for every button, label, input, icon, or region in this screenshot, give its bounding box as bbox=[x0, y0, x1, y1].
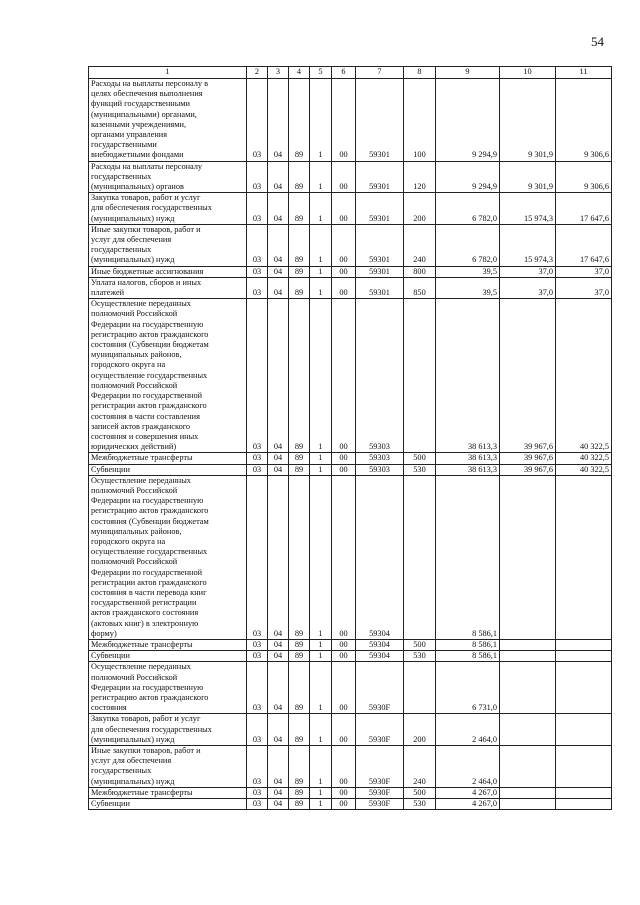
row-name-cell: Расходы на выплаты персоналу в целях обеспечения выполнения функций государственными (муниципальными) органами, казенными учреждениями, органами управления государственными внебюджетными фондами bbox=[89, 79, 247, 162]
cell-col-4: 89 bbox=[289, 193, 310, 225]
row-name-cell: Иные бюджетные ассигнования bbox=[89, 266, 247, 277]
cell-col-7: 5930F bbox=[356, 746, 404, 788]
cell-col-9: 6 782,0 bbox=[436, 224, 500, 266]
table-row bbox=[89, 453, 612, 464]
table-row bbox=[89, 799, 612, 810]
cell-col-5: 1 bbox=[310, 787, 332, 798]
cell-col-3: 04 bbox=[268, 639, 289, 650]
cell-col-7: 5930F bbox=[356, 799, 404, 810]
cell-col-7: 59303 bbox=[356, 299, 404, 453]
row-name-cell: Межбюджетные трансферты bbox=[89, 639, 247, 650]
cell-col-8: 500 bbox=[404, 453, 436, 464]
cell-col-6: 00 bbox=[332, 266, 356, 277]
cell-col-10: 15 974,3 bbox=[500, 224, 556, 266]
cell-col-11: 9 306,6 bbox=[556, 161, 612, 193]
cell-col-5: 1 bbox=[310, 277, 332, 298]
cell-col-6: 00 bbox=[332, 277, 356, 298]
cell-col-6: 00 bbox=[332, 651, 356, 662]
cell-col-4: 89 bbox=[289, 453, 310, 464]
cell-col-2: 03 bbox=[247, 277, 268, 298]
cell-col-7: 59301 bbox=[356, 161, 404, 193]
cell-col-2: 03 bbox=[247, 799, 268, 810]
cell-col-7: 59304 bbox=[356, 475, 404, 639]
cell-col-9: 8 586,1 bbox=[436, 639, 500, 650]
cell-col-5: 1 bbox=[310, 799, 332, 810]
cell-col-9: 4 267,0 bbox=[436, 787, 500, 798]
table-row bbox=[89, 277, 612, 298]
cell-col-8: 850 bbox=[404, 277, 436, 298]
table-row bbox=[89, 651, 612, 662]
cell-col-3: 04 bbox=[268, 662, 289, 714]
cell-col-9: 39,5 bbox=[436, 266, 500, 277]
cell-col-7: 5930F bbox=[356, 714, 404, 746]
cell-col-7: 59301 bbox=[356, 193, 404, 225]
cell-col-6: 00 bbox=[332, 746, 356, 788]
table-row bbox=[89, 714, 612, 746]
cell-col-10: 15 974,3 bbox=[500, 193, 556, 225]
cell-col-11: 40 322,5 bbox=[556, 464, 612, 475]
cell-col-4: 89 bbox=[289, 79, 310, 162]
column-header: 7 bbox=[356, 67, 404, 79]
cell-col-6: 00 bbox=[332, 193, 356, 225]
row-name-cell: Иные закупки товаров, работ и услуг для обеспечения государственных (муниципальных) нужд bbox=[89, 224, 247, 266]
cell-col-7: 59301 bbox=[356, 224, 404, 266]
cell-col-2: 03 bbox=[247, 662, 268, 714]
cell-col-6: 00 bbox=[332, 714, 356, 746]
cell-col-2: 03 bbox=[247, 787, 268, 798]
cell-col-5: 1 bbox=[310, 79, 332, 162]
cell-col-5: 1 bbox=[310, 453, 332, 464]
cell-col-3: 04 bbox=[268, 193, 289, 225]
cell-col-3: 04 bbox=[268, 266, 289, 277]
cell-col-11 bbox=[556, 714, 612, 746]
column-header: 3 bbox=[268, 67, 289, 79]
cell-col-9: 6 731,0 bbox=[436, 662, 500, 714]
table-row bbox=[89, 662, 612, 714]
cell-col-2: 03 bbox=[247, 464, 268, 475]
cell-col-3: 04 bbox=[268, 464, 289, 475]
cell-col-10: 39 967,6 bbox=[500, 453, 556, 464]
cell-col-10 bbox=[500, 639, 556, 650]
cell-col-7: 59303 bbox=[356, 464, 404, 475]
cell-col-8: 240 bbox=[404, 224, 436, 266]
table-row bbox=[89, 787, 612, 798]
cell-col-6: 00 bbox=[332, 787, 356, 798]
cell-col-11: 40 322,5 bbox=[556, 453, 612, 464]
cell-col-8 bbox=[404, 299, 436, 453]
cell-col-7: 59304 bbox=[356, 651, 404, 662]
cell-col-5: 1 bbox=[310, 161, 332, 193]
table-row bbox=[89, 746, 612, 788]
cell-col-9: 2 464,0 bbox=[436, 746, 500, 788]
cell-col-7: 59304 bbox=[356, 639, 404, 650]
cell-col-5: 1 bbox=[310, 662, 332, 714]
cell-col-10 bbox=[500, 787, 556, 798]
cell-col-9: 38 613,3 bbox=[436, 464, 500, 475]
cell-col-3: 04 bbox=[268, 651, 289, 662]
cell-col-3: 04 bbox=[268, 299, 289, 453]
cell-col-9: 9 294,9 bbox=[436, 79, 500, 162]
row-name-cell: Осуществление переданных полномочий Российской Федерации на государственную регистрацию актов гражданского состояния (Субвенции бюджетам муниципальных районов, городского округа на осуществление государственных полномочий Российской Федерации по государственной регистрации актов гражданского состояния в части составления записей актов гражданского состояния и совершения иных юридических действий) bbox=[89, 299, 247, 453]
budget-table bbox=[88, 66, 612, 810]
cell-col-8: 530 bbox=[404, 651, 436, 662]
cell-col-9: 9 294,9 bbox=[436, 161, 500, 193]
cell-col-3: 04 bbox=[268, 746, 289, 788]
cell-col-5: 1 bbox=[310, 224, 332, 266]
row-name-cell: Закупка товаров, работ и услуг для обеспечения государственных (муниципальных) нужд bbox=[89, 714, 247, 746]
cell-col-4: 89 bbox=[289, 714, 310, 746]
cell-col-4: 89 bbox=[289, 639, 310, 650]
cell-col-3: 04 bbox=[268, 714, 289, 746]
cell-col-2: 03 bbox=[247, 193, 268, 225]
cell-col-6: 00 bbox=[332, 161, 356, 193]
table-row bbox=[89, 475, 612, 639]
cell-col-2: 03 bbox=[247, 224, 268, 266]
cell-col-5: 1 bbox=[310, 193, 332, 225]
cell-col-3: 04 bbox=[268, 79, 289, 162]
cell-col-6: 00 bbox=[332, 639, 356, 650]
table-row bbox=[89, 224, 612, 266]
cell-col-8: 800 bbox=[404, 266, 436, 277]
cell-col-8: 200 bbox=[404, 714, 436, 746]
column-header: 2 bbox=[247, 67, 268, 79]
cell-col-6: 00 bbox=[332, 224, 356, 266]
table-row bbox=[89, 193, 612, 225]
column-header: 8 bbox=[404, 67, 436, 79]
cell-col-5: 1 bbox=[310, 746, 332, 788]
cell-col-5: 1 bbox=[310, 651, 332, 662]
table-row bbox=[89, 299, 612, 453]
row-name-cell: Межбюджетные трансферты bbox=[89, 453, 247, 464]
cell-col-11 bbox=[556, 787, 612, 798]
cell-col-11: 17 647,6 bbox=[556, 224, 612, 266]
cell-col-4: 89 bbox=[289, 277, 310, 298]
cell-col-11 bbox=[556, 662, 612, 714]
cell-col-6: 00 bbox=[332, 475, 356, 639]
cell-col-11: 40 322,5 bbox=[556, 299, 612, 453]
cell-col-3: 04 bbox=[268, 161, 289, 193]
row-name-cell: Субвенции bbox=[89, 464, 247, 475]
cell-col-6: 00 bbox=[332, 79, 356, 162]
cell-col-5: 1 bbox=[310, 475, 332, 639]
cell-col-4: 89 bbox=[289, 224, 310, 266]
table-row bbox=[89, 266, 612, 277]
column-header: 11 bbox=[556, 67, 612, 79]
row-name-cell: Уплата налогов, сборов и иных платежей bbox=[89, 277, 247, 298]
cell-col-4: 89 bbox=[289, 161, 310, 193]
cell-col-2: 03 bbox=[247, 651, 268, 662]
cell-col-5: 1 bbox=[310, 639, 332, 650]
column-header: 1 bbox=[89, 67, 247, 79]
row-name-cell: Осуществление переданных полномочий Российской Федерации на государственную регистрацию актов гражданского состояния bbox=[89, 662, 247, 714]
cell-col-5: 1 bbox=[310, 299, 332, 453]
cell-col-9: 8 586,1 bbox=[436, 651, 500, 662]
cell-col-2: 03 bbox=[247, 639, 268, 650]
cell-col-11 bbox=[556, 475, 612, 639]
cell-col-10 bbox=[500, 662, 556, 714]
table-row bbox=[89, 639, 612, 650]
cell-col-9: 8 586,1 bbox=[436, 475, 500, 639]
cell-col-11: 9 306,6 bbox=[556, 79, 612, 162]
cell-col-8: 200 bbox=[404, 193, 436, 225]
cell-col-10: 37,0 bbox=[500, 266, 556, 277]
cell-col-4: 89 bbox=[289, 799, 310, 810]
cell-col-4: 89 bbox=[289, 299, 310, 453]
cell-col-8: 120 bbox=[404, 161, 436, 193]
cell-col-10 bbox=[500, 475, 556, 639]
column-header: 6 bbox=[332, 67, 356, 79]
cell-col-5: 1 bbox=[310, 266, 332, 277]
cell-col-8: 500 bbox=[404, 639, 436, 650]
cell-col-6: 00 bbox=[332, 799, 356, 810]
cell-col-4: 89 bbox=[289, 662, 310, 714]
header-row bbox=[89, 67, 612, 79]
cell-col-8: 240 bbox=[404, 746, 436, 788]
cell-col-10 bbox=[500, 746, 556, 788]
cell-col-11: 17 647,6 bbox=[556, 193, 612, 225]
cell-col-5: 1 bbox=[310, 464, 332, 475]
cell-col-3: 04 bbox=[268, 224, 289, 266]
cell-col-7: 59301 bbox=[356, 277, 404, 298]
cell-col-4: 89 bbox=[289, 787, 310, 798]
row-name-cell: Субвенции bbox=[89, 651, 247, 662]
column-header: 4 bbox=[289, 67, 310, 79]
cell-col-9: 38 613,3 bbox=[436, 299, 500, 453]
cell-col-9: 38 613,3 bbox=[436, 453, 500, 464]
cell-col-10: 39 967,6 bbox=[500, 464, 556, 475]
cell-col-9: 4 267,0 bbox=[436, 799, 500, 810]
cell-col-3: 04 bbox=[268, 277, 289, 298]
cell-col-2: 03 bbox=[247, 714, 268, 746]
cell-col-6: 00 bbox=[332, 464, 356, 475]
row-name-cell: Субвенции bbox=[89, 799, 247, 810]
cell-col-11 bbox=[556, 651, 612, 662]
cell-col-8 bbox=[404, 475, 436, 639]
cell-col-2: 03 bbox=[247, 746, 268, 788]
cell-col-2: 03 bbox=[247, 453, 268, 464]
cell-col-7: 59301 bbox=[356, 79, 404, 162]
row-name-cell: Осуществление переданных полномочий Российской Федерации на государственную регистрацию актов гражданского состояния (Субвенции бюджетам муниципальных районов, городского округа на осуществление государственных полномочий Российской Федерации по государственной регистрации актов гражданского состояния в части перевода книг государственной регистрации актов гражданского состояния (актовых книг) в электронную форму) bbox=[89, 475, 247, 639]
cell-col-10 bbox=[500, 799, 556, 810]
cell-col-9: 6 782,0 bbox=[436, 193, 500, 225]
cell-col-6: 00 bbox=[332, 662, 356, 714]
row-name-cell: Закупка товаров, работ и услуг для обеспечения государственных (муниципальных) нужд bbox=[89, 193, 247, 225]
cell-col-8: 500 bbox=[404, 787, 436, 798]
cell-col-2: 03 bbox=[247, 161, 268, 193]
cell-col-6: 00 bbox=[332, 453, 356, 464]
cell-col-11 bbox=[556, 746, 612, 788]
cell-col-2: 03 bbox=[247, 79, 268, 162]
cell-col-6: 00 bbox=[332, 299, 356, 453]
cell-col-8: 100 bbox=[404, 79, 436, 162]
page-number: 54 bbox=[591, 34, 604, 49]
cell-col-11: 37,0 bbox=[556, 266, 612, 277]
cell-col-10: 9 301,9 bbox=[500, 161, 556, 193]
row-name-cell: Межбюджетные трансферты bbox=[89, 787, 247, 798]
cell-col-2: 03 bbox=[247, 475, 268, 639]
cell-col-11 bbox=[556, 639, 612, 650]
row-name-cell: Иные закупки товаров, работ и услуг для обеспечения государственных (муниципальных) нужд bbox=[89, 746, 247, 788]
cell-col-3: 04 bbox=[268, 453, 289, 464]
cell-col-4: 89 bbox=[289, 746, 310, 788]
cell-col-11 bbox=[556, 799, 612, 810]
cell-col-10 bbox=[500, 714, 556, 746]
cell-col-4: 89 bbox=[289, 464, 310, 475]
cell-col-10: 9 301,9 bbox=[500, 79, 556, 162]
cell-col-4: 89 bbox=[289, 475, 310, 639]
cell-col-8: 530 bbox=[404, 799, 436, 810]
cell-col-7: 5930F bbox=[356, 787, 404, 798]
table-row bbox=[89, 161, 612, 193]
column-header: 5 bbox=[310, 67, 332, 79]
cell-col-8: 530 bbox=[404, 464, 436, 475]
cell-col-10: 37,0 bbox=[500, 277, 556, 298]
cell-col-7: 59303 bbox=[356, 453, 404, 464]
cell-col-4: 89 bbox=[289, 266, 310, 277]
table-row bbox=[89, 464, 612, 475]
cell-col-7: 59301 bbox=[356, 266, 404, 277]
cell-col-2: 03 bbox=[247, 299, 268, 453]
cell-col-7: 5930F bbox=[356, 662, 404, 714]
table-row bbox=[89, 79, 612, 162]
cell-col-10 bbox=[500, 651, 556, 662]
cell-col-2: 03 bbox=[247, 266, 268, 277]
cell-col-9: 39,5 bbox=[436, 277, 500, 298]
cell-col-3: 04 bbox=[268, 799, 289, 810]
cell-col-9: 2 464,0 bbox=[436, 714, 500, 746]
cell-col-4: 89 bbox=[289, 651, 310, 662]
cell-col-3: 04 bbox=[268, 475, 289, 639]
cell-col-10: 39 967,6 bbox=[500, 299, 556, 453]
cell-col-5: 1 bbox=[310, 714, 332, 746]
row-name-cell: Расходы на выплаты персоналу государственных (муниципальных) органов bbox=[89, 161, 247, 193]
column-header: 9 bbox=[436, 67, 500, 79]
cell-col-8 bbox=[404, 662, 436, 714]
cell-col-3: 04 bbox=[268, 787, 289, 798]
column-header: 10 bbox=[500, 67, 556, 79]
cell-col-11: 37,0 bbox=[556, 277, 612, 298]
